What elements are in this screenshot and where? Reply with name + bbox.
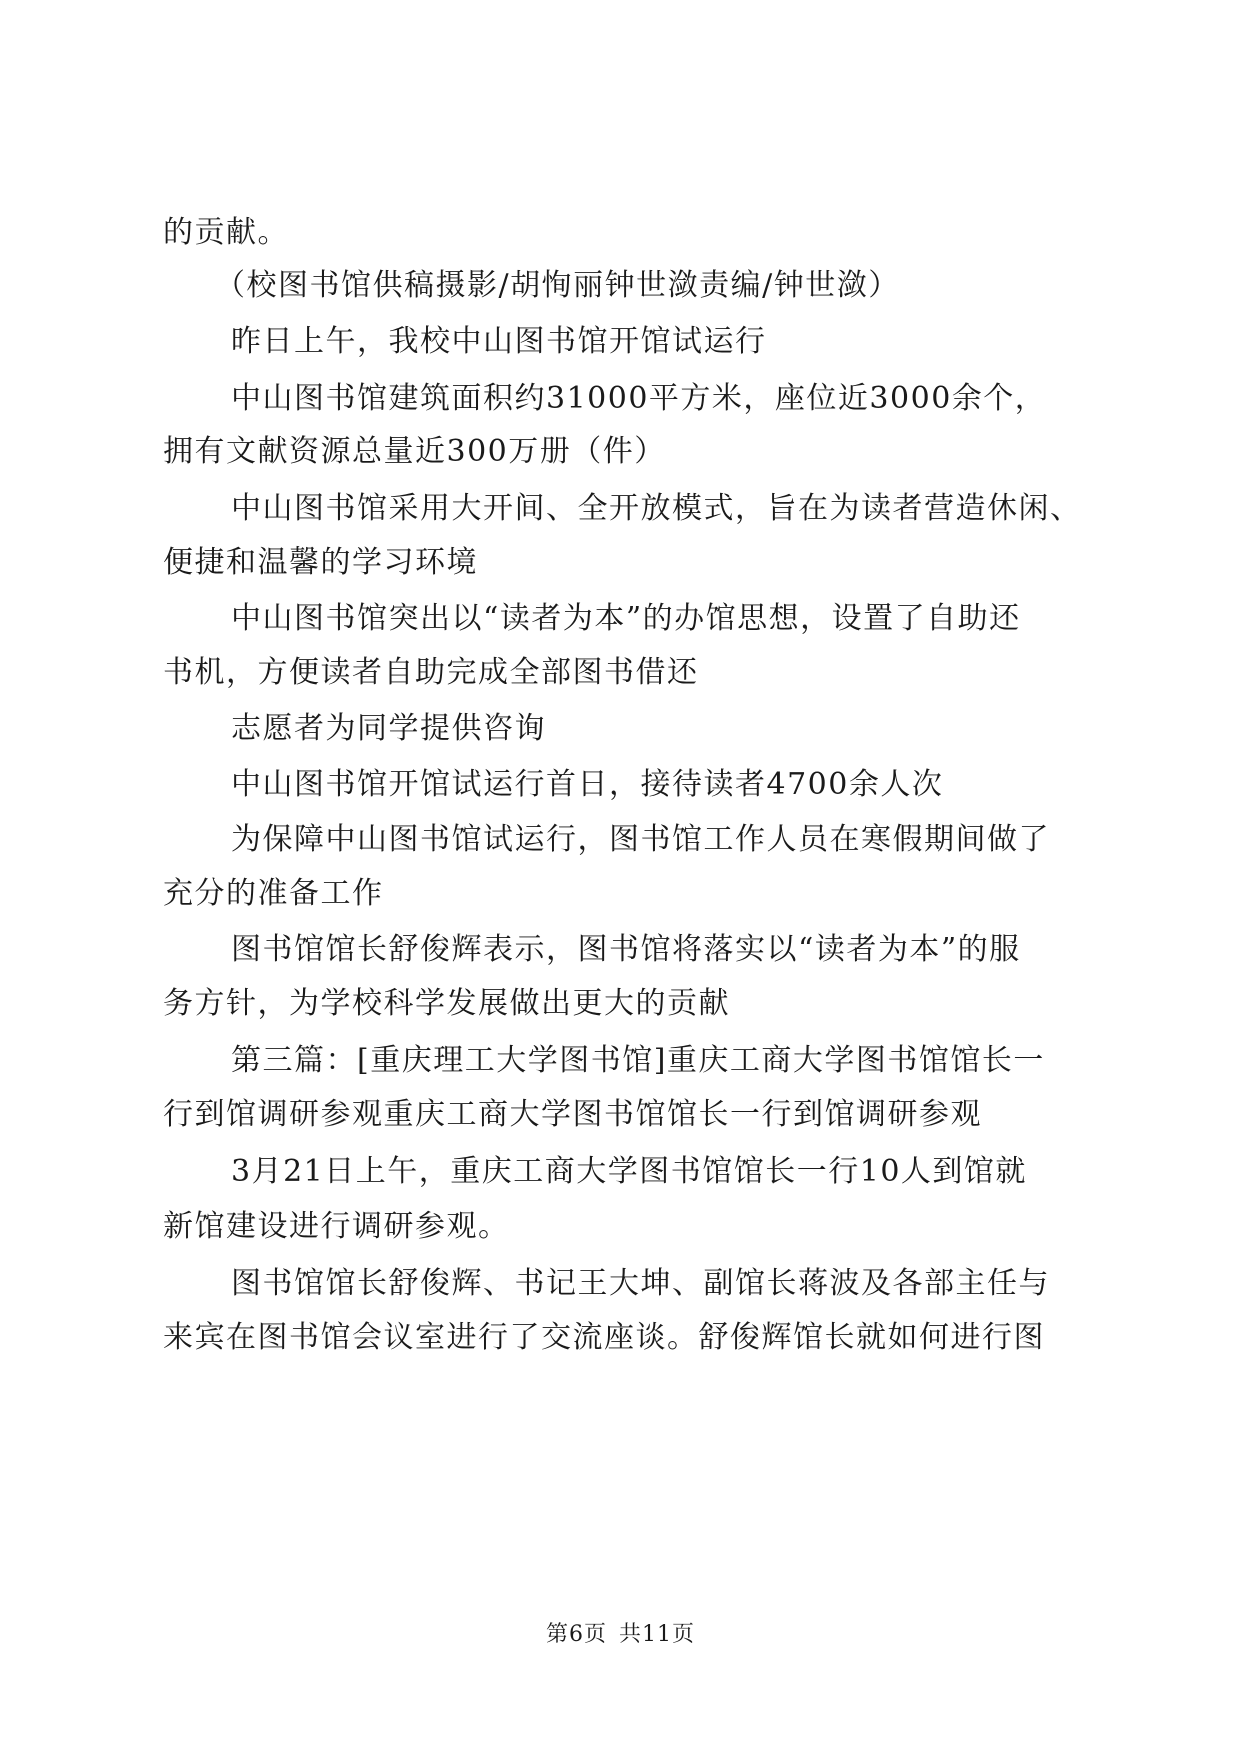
text-line: 务方针，为学校科学发展做出更大的贡献 bbox=[163, 986, 730, 1021]
text-line: 便捷和温馨的学习环境 bbox=[163, 545, 478, 580]
text-line: 的贡献。 bbox=[163, 215, 289, 250]
text-line: 拥有文献资源总量近300万册（件） bbox=[163, 434, 666, 469]
text-line: 第三篇：[重庆理工大学图书馆]重庆工商大学图书馆馆长一 bbox=[231, 1043, 1045, 1078]
page-footer bbox=[0, 1620, 1241, 1650]
page-total: 共11页 bbox=[619, 1622, 695, 1647]
text-line: 昨日上午，我校中山图书馆开馆试运行 bbox=[231, 324, 767, 359]
text-line: 书机，方便读者自助完成全部图书借还 bbox=[163, 655, 699, 690]
text-line: 中山图书馆建筑面积约31000平方米，座位近3000余个， bbox=[231, 381, 1047, 416]
text-line: 图书馆馆长舒俊辉表示，图书馆将落实以“读者为本”的服 bbox=[231, 932, 1021, 967]
text-line: 3月21日上午，重庆工商大学图书馆馆长一行10人到馆就 bbox=[231, 1154, 1027, 1189]
text-line: 新馆建设进行调研参观。 bbox=[163, 1209, 510, 1244]
text-line: 图书馆馆长舒俊辉、书记王大坤、副馆长蒋波及各部主任与 bbox=[231, 1266, 1050, 1301]
text-line: 来宾在图书馆会议室进行了交流座谈。舒俊辉馆长就如何进行图 bbox=[163, 1320, 1045, 1355]
text-line: 充分的准备工作 bbox=[163, 876, 384, 911]
page-number: 第6页 bbox=[546, 1622, 607, 1647]
text-line: 中山图书馆突出以“读者为本”的办馆思想，设置了自助还 bbox=[231, 601, 1021, 636]
text-line: 行到馆调研参观重庆工商大学图书馆馆长一行到馆调研参观 bbox=[163, 1097, 982, 1132]
text-line: 中山图书馆采用大开间、全开放模式，旨在为读者营造休闲、 bbox=[231, 491, 1082, 526]
text-line: 为保障中山图书馆试运行，图书馆工作人员在寒假期间做了 bbox=[231, 822, 1050, 857]
text-line: 中山图书馆开馆试运行首日，接待读者4700余人次 bbox=[231, 767, 944, 802]
text-line: 志愿者为同学提供咨询 bbox=[231, 711, 546, 746]
text-line: （校图书馆供稿摄影/胡恂丽钟世潋责编/钟世潋） bbox=[215, 268, 900, 303]
